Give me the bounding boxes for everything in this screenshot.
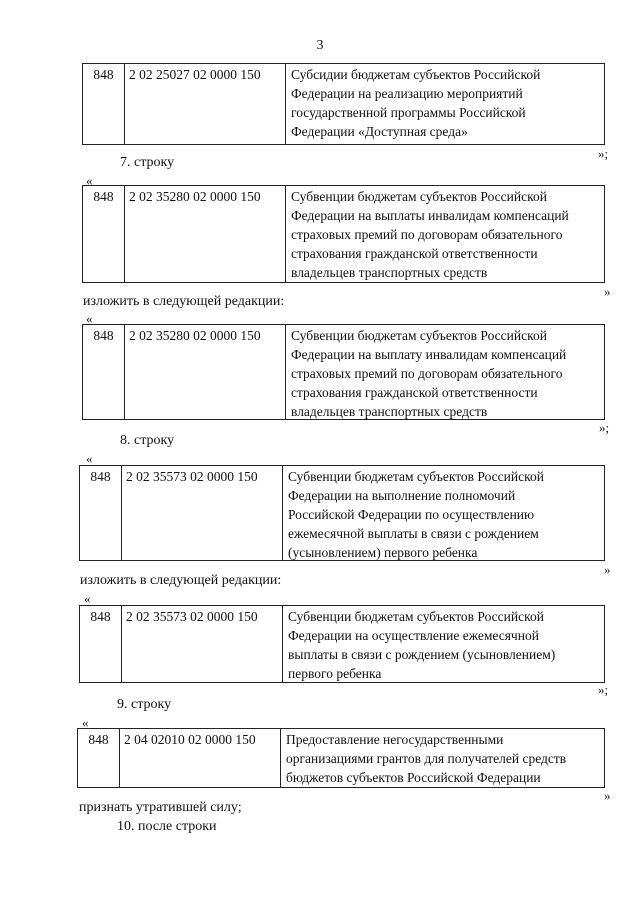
item-8-text: 8. строку [120, 433, 175, 448]
open-quote: « [86, 311, 93, 326]
edit-instruction: изложить в следующей редакции: [83, 294, 285, 309]
item-9-text: 9. строку [117, 697, 172, 712]
close-quote: » [604, 284, 611, 299]
description-line: владельцев транспортных средств [291, 404, 488, 419]
description-line: выплаты в связи с рождением (усыновлением) [288, 647, 556, 662]
item-10-text: 10. после строки [117, 819, 217, 834]
description-line: первого ребенка [288, 666, 382, 681]
description-line: Субвенции бюджетам субъектов Российской [288, 469, 544, 484]
description-cell [281, 729, 604, 787]
description-line: страховых премий по договорам обязательного [291, 227, 563, 242]
open-quote: « [86, 173, 93, 188]
repeal-instruction: признать утратившей силу; [79, 800, 242, 815]
description-cell [286, 325, 604, 419]
description-line: страховых премий по договорам обязательного [291, 366, 563, 381]
description-line: страхования гражданской ответственности [291, 385, 538, 400]
description-line: (усыновлением) первого ребенка [288, 545, 478, 560]
code-cell: 848 [80, 466, 122, 560]
description-line: Федерации на реализацию мероприятий [291, 86, 523, 101]
kbk-cell: 2 02 35280 02 0000 150 [125, 325, 286, 419]
code-cell: 848 [78, 729, 120, 787]
description-line: организациями грантов для получателей средств [286, 751, 567, 766]
open-quote: « [82, 715, 89, 730]
kbk-cell: 2 02 35280 02 0000 150 [125, 186, 286, 282]
close-quote: » [604, 562, 611, 577]
close-quote: »; [599, 420, 610, 435]
kbk-cell: 2 02 25027 02 0000 150 [125, 64, 286, 144]
description-line: Предоставление негосударственными [286, 732, 504, 747]
description-line: Субвенции бюджетам субъектов Российской [291, 189, 547, 204]
description-line: страхования гражданской ответственности [291, 246, 538, 261]
description-line: Федерации на выполнение полномочий [288, 488, 516, 503]
table-row [79, 605, 605, 683]
close-quote: »; [598, 146, 609, 161]
description-cell [286, 186, 604, 282]
code-cell: 848 [80, 606, 122, 682]
kbk-cell: 2 02 35573 02 0000 150 [122, 466, 283, 560]
description-line: Федерации на выплату инвалидам компенсаций [291, 347, 567, 362]
table-row [82, 324, 605, 420]
description-line: Российской Федерации по осуществлению [288, 507, 535, 522]
description-line: Субвенции бюджетам субъектов Российской [288, 609, 544, 624]
kbk-cell: 2 02 35573 02 0000 150 [122, 606, 283, 682]
description-line: Федерации «Доступная среда» [291, 124, 468, 139]
description-line: Субвенции бюджетам субъектов Российской [291, 328, 547, 343]
close-quote: » [604, 788, 611, 803]
table-row [82, 63, 605, 145]
code-cell: 848 [83, 325, 125, 419]
code-cell: 848 [83, 186, 125, 282]
open-quote: « [84, 591, 91, 606]
table-row [79, 465, 605, 561]
kbk-cell: 2 04 02010 02 0000 150 [120, 729, 281, 787]
description-line: владельцев транспортных средств [291, 265, 488, 280]
description-line: государственной программы Российской [291, 105, 526, 120]
code-cell: 848 [83, 64, 125, 144]
table-row [77, 728, 605, 788]
edit-instruction: изложить в следующей редакции: [80, 573, 282, 588]
page-number: 3 [316, 38, 324, 53]
description-cell [286, 64, 604, 144]
description-line: бюджетов субъектов Российской Федерации [286, 770, 541, 785]
description-cell [283, 466, 604, 560]
description-line: Федерации на выплаты инвалидам компенсаций [291, 208, 569, 223]
close-quote: »; [598, 682, 609, 697]
open-quote: « [86, 451, 93, 466]
item-7-text: 7. строку [120, 155, 175, 170]
description-line: ежемесячной выплаты в связи с рождением [288, 526, 539, 541]
table-row [82, 185, 605, 283]
description-line: Федерации на осуществление ежемесячной [288, 628, 539, 643]
description-cell [283, 606, 604, 682]
description-line: Субсидии бюджетам субъектов Российской [291, 67, 541, 82]
